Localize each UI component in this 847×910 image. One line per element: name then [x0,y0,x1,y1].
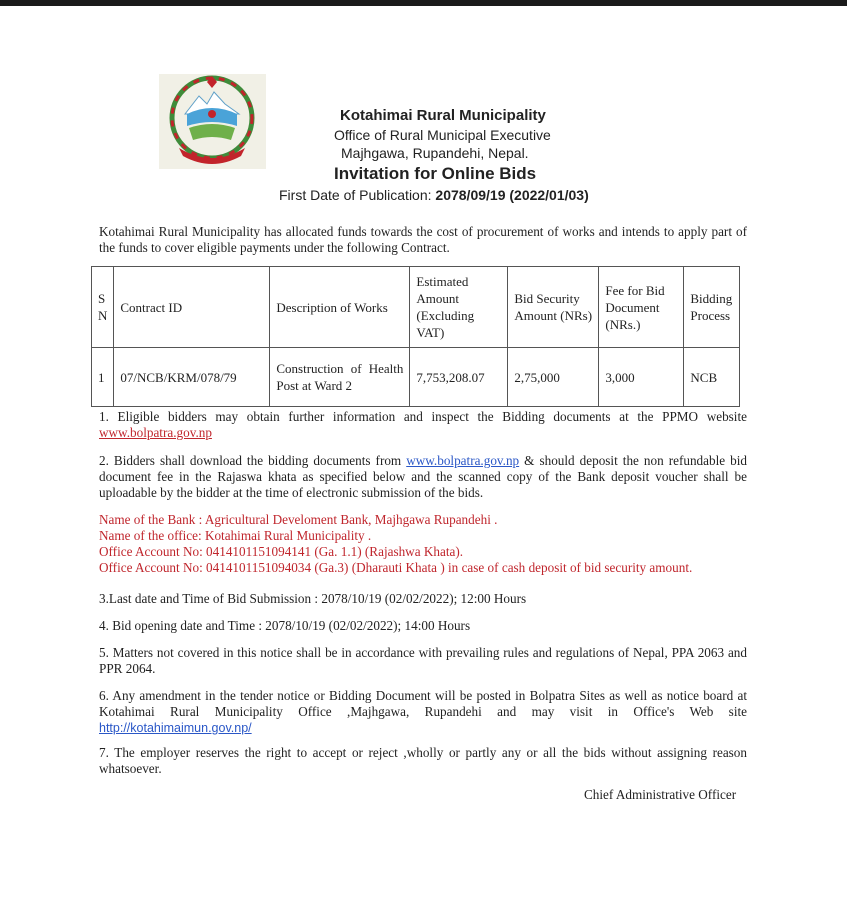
table-row [92,348,740,407]
note-1 [99,409,747,441]
note-6 [99,688,747,736]
cell-estimated-amount: 7,753,208.07 [410,348,508,407]
bank-name: Name of the Bank : Agricultural Develoment Bank, Majhgawa Rupandehi . [99,512,498,527]
note-4: 4. Bid opening date and Time : 2078/10/19 (02/02/2022); 14:00 Hours [99,618,471,633]
note-3: 3.Last date and Time of Bid Submission : 2078/10/19 (02/02/2022); 12:00 Hours [99,591,527,606]
cell-bid-security: 2,75,000 [508,348,599,407]
office-name-line: Name of the office: Kotahimai Rural Municipality . [99,528,372,543]
cell-fee: 3,000 [599,348,684,407]
cell-bidding-process: NCB [684,348,740,407]
header-description: Description of Works [270,267,410,348]
header-contract-id: Contract ID [114,267,270,348]
note-6-text: 6. Any amendment in the tender notice or Bidding Document will be posted in Bolpatra Sites as well as notice board at Kotahimai Rural Municipality Office ,Majhgawa, Rupandehi and may visit in Office's Web site [99,688,747,719]
bolpatra-link-2[interactable]: www.bolpatra.gov.np [406,453,520,468]
account-2: Office Account No: 0414101151094034 (Ga.3) (Dharauti Khata ) in case of cash deposit of bid security amount. [99,560,693,575]
header-fee: Fee for Bid Document (NRs.) [599,267,684,348]
intro-paragraph: Kotahimai Rural Municipality has allocated funds towards the cost of procurement of works and intends to apply part of the funds to cover eligible payments under the following Contract. [99,224,747,255]
note-2-post: & should deposit the non refundable bid document fee in the Rajaswa khata as specified below and the scanned copy of the Bank deposit voucher shall be uploadable by the bidder at the time of electronic submission of the bids. [99,453,747,500]
note-2-pre: 2. Bidders shall download the bidding documents from [99,453,407,468]
office-location: Majhgawa, Rupandehi, Nepal. [341,145,529,161]
header-sn: S N [92,267,114,348]
contracts-table [91,266,740,407]
account-1: Office Account No: 0414101151094141 (Ga. 1.1) (Rajashwa Khata). [99,544,464,559]
note-7: 7. The employer reserves the right to accept or reject ,wholly or partly any or all the bids without assigning reason whatsoever. [99,745,747,776]
cell-description: Construction of Health Post at Ward 2 [270,348,410,407]
publication-date-line [0,187,847,203]
header-estimated-amount: Estimated Amount (Excluding VAT) [410,267,508,348]
municipality-website-link[interactable]: http://kotahimaimun.gov.np/ [99,721,252,735]
org-name: Kotahimai Rural Municipality [340,107,546,124]
cell-contract-id: 07/NCB/KRM/078/79 [114,348,270,407]
notice-title: Invitation for Online Bids [334,164,537,183]
publication-label: First Date of Publication: [279,187,436,203]
bolpatra-link-1[interactable]: www.bolpatra.gov.np [99,425,212,440]
office-name: Office of Rural Municipal Executive [334,127,551,143]
table-header-row [92,267,740,348]
note-2 [99,453,747,501]
header-bid-security: Bid Security Amount (NRs) [508,267,599,348]
note-1-text: 1. Eligible bidders may obtain further information and inspect the Bidding documents at the PPMO website [99,409,747,424]
top-bar [0,0,847,6]
header-bidding-process: Bidding Process [684,267,740,348]
publication-date: 2078/09/19 (2022/01/03) [435,187,589,203]
cell-sn: 1 [92,348,114,407]
note-5: 5. Matters not covered in this notice shall be in accordance with prevailing rules and regulations of Nepal, PPA 2063 and PPR 2064. [99,645,747,676]
bank-details [99,512,747,576]
signature: Chief Administrative Officer [584,787,737,802]
